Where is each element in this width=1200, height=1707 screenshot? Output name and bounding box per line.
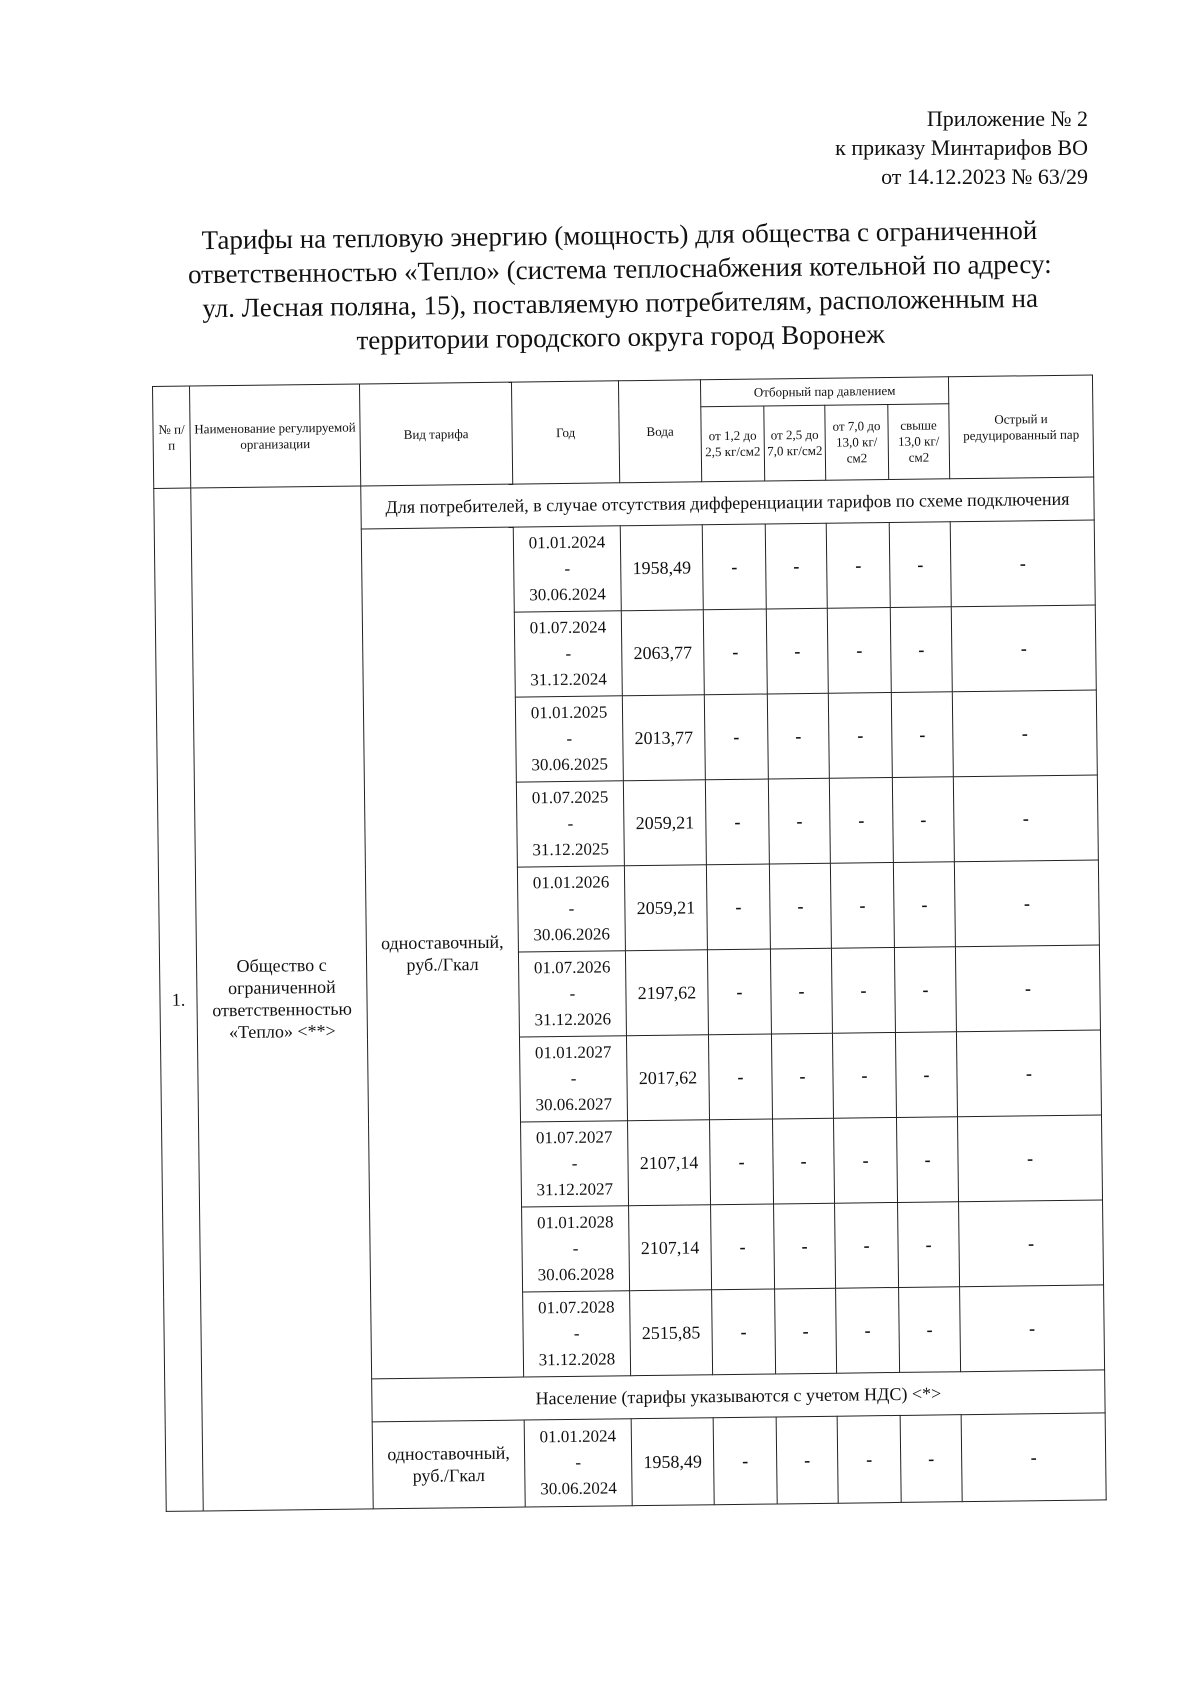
steam-1-value: - — [704, 694, 768, 780]
appendix-line-1: Приложение № 2 — [926, 106, 1088, 131]
header-sharp-steam: Острый и редуцированный пар — [948, 375, 1093, 479]
period-to: 30.06.2027 — [535, 1094, 613, 1115]
water-value: 1958,49 — [631, 1418, 714, 1506]
sharp-steam-value: - — [956, 1030, 1101, 1117]
period-from: 01.01.2028 — [536, 1212, 614, 1233]
period-from: 01.01.2024 — [539, 1426, 617, 1447]
period-cell — [522, 1206, 630, 1292]
steam-3-value: - — [826, 523, 890, 609]
header-steam-3: от 7,0 до 13,0 кг/см2 — [825, 405, 889, 481]
period-to: 30.06.2025 — [531, 754, 609, 775]
header-water: Вода — [618, 380, 701, 483]
period-sep: - — [567, 813, 574, 833]
period-cell — [513, 526, 621, 612]
period-to: 30.06.2026 — [533, 924, 611, 945]
steam-1-value: - — [708, 1034, 772, 1120]
steam-2-value: - — [765, 523, 827, 609]
steam-3-value: - — [829, 777, 893, 863]
water-value: 2107,14 — [628, 1120, 711, 1206]
section-1-label: Для потребителей, в случае отсутствия дифференциации тарифов по схеме подключения — [361, 477, 1094, 529]
title-line-1: Тарифы на тепловую энергию (мощность) для общества с ограниченной — [201, 214, 1038, 256]
steam-2-value: - — [773, 1118, 835, 1204]
steam-2-value: - — [769, 863, 831, 949]
steam-3-value: - — [833, 1117, 897, 1203]
sharp-steam-value: - — [955, 945, 1100, 1032]
period-to: 30.06.2028 — [537, 1264, 615, 1285]
document-title — [149, 212, 1091, 359]
period-cell — [524, 1419, 632, 1507]
header-steam-4: свыше 13,0 кг/см2 — [888, 404, 950, 480]
steam-4-value: - — [891, 692, 953, 778]
steam-1-value: - — [710, 1119, 774, 1205]
title-line-2: ответственностью «Тепло» (система теплоснабжения котельной по адресу: — [187, 248, 1052, 290]
steam-1-value: - — [711, 1204, 775, 1290]
header-steam-2: от 2,5 до 7,0 кг/см2 — [764, 405, 826, 481]
water-value: 2515,85 — [630, 1290, 713, 1376]
tariff-type-cell: одноставочный, руб./Гкал — [372, 1420, 525, 1509]
sharp-steam-value: - — [959, 1200, 1104, 1287]
steam-2-value: - — [768, 778, 830, 864]
header-steam-group: Отборный пар давлением — [700, 377, 948, 407]
steam-1-value: - — [706, 864, 770, 950]
appendix-block — [835, 104, 1088, 191]
title-line-4: территории городского округа город Воронеж — [356, 318, 885, 356]
organization-name: Общество с ограниченной ответственностью «Тепло» <**> — [191, 486, 373, 1511]
period-sep: - — [571, 1153, 578, 1173]
period-sep: - — [575, 1452, 582, 1472]
period-cell — [517, 866, 625, 952]
section-2-label: Население (тарифы указываются с учетом НДС) <*> — [372, 1370, 1105, 1422]
water-value: 2059,21 — [623, 780, 706, 866]
water-value: 2107,14 — [629, 1205, 712, 1291]
title-line-3: ул. Лесная поляна, 15), поставляемую потребителям, расположенным на — [202, 282, 1039, 324]
tariff-table — [152, 375, 1107, 1512]
period-sep: - — [566, 728, 573, 748]
period-cell — [518, 951, 626, 1037]
steam-1-value: - — [712, 1289, 776, 1375]
period-cell — [514, 611, 622, 697]
period-sep: - — [565, 643, 572, 663]
period-from: 01.07.2026 — [533, 957, 611, 978]
period-from: 01.01.2026 — [532, 872, 610, 893]
steam-4-value: - — [898, 1202, 960, 1288]
steam-3-value: - — [828, 692, 892, 778]
steam-4-value: - — [895, 1032, 957, 1118]
period-from: 01.07.2025 — [531, 787, 609, 808]
steam-4-value: - — [892, 777, 954, 863]
sharp-steam-value: - — [950, 520, 1095, 607]
row-number: 1. — [154, 488, 203, 1511]
steam-4-value: - — [900, 1415, 962, 1503]
period-to: 31.12.2026 — [534, 1009, 612, 1030]
period-from: 01.07.2028 — [537, 1297, 615, 1318]
steam-2-value: - — [774, 1203, 836, 1289]
steam-4-value: - — [890, 607, 952, 693]
period-to: 31.12.2025 — [532, 839, 610, 860]
steam-3-value: - — [832, 1032, 896, 1118]
header-num: № п/п — [153, 386, 191, 488]
steam-4-value: - — [896, 1117, 958, 1203]
sharp-steam-value: - — [953, 775, 1098, 862]
steam-1-value: - — [702, 524, 766, 610]
steam-1-value: - — [713, 1417, 777, 1505]
tariff-table-wrapper — [152, 375, 1106, 1512]
steam-3-value: - — [827, 607, 891, 693]
period-from: 01.01.2024 — [528, 532, 606, 553]
steam-1-value: - — [705, 779, 769, 865]
period-cell — [519, 1036, 627, 1122]
sharp-steam-value: - — [958, 1115, 1103, 1202]
steam-2-value: - — [775, 1288, 837, 1374]
period-from: 01.07.2024 — [529, 617, 607, 638]
period-from: 01.07.2027 — [535, 1127, 613, 1148]
water-value: 2063,77 — [621, 610, 704, 696]
header-tariff-type: Вид тарифа — [359, 382, 512, 486]
header-organization: Наименование регулируемой организации — [190, 384, 361, 488]
steam-3-value: - — [831, 947, 895, 1033]
steam-4-value: - — [894, 947, 956, 1033]
sharp-steam-value: - — [954, 860, 1099, 947]
steam-2-value: - — [776, 1416, 838, 1504]
steam-4-value: - — [889, 522, 951, 608]
appendix-line-2: к приказу Минтарифов ВО — [835, 135, 1088, 160]
sharp-steam-value: - — [960, 1285, 1105, 1372]
header-steam-1: от 1,2 до 2,5 кг/см2 — [701, 406, 765, 482]
period-sep: - — [569, 983, 576, 1003]
water-value: 2197,62 — [625, 950, 708, 1036]
steam-2-value: - — [770, 948, 832, 1034]
water-value: 1958,49 — [620, 525, 703, 611]
steam-2-value: - — [767, 693, 829, 779]
appendix-line-3: от 14.12.2023 № 63/29 — [881, 164, 1088, 189]
steam-3-value: - — [830, 862, 894, 948]
steam-3-value: - — [837, 1415, 901, 1503]
steam-2-value: - — [766, 608, 828, 694]
period-to: 30.06.2024 — [529, 584, 606, 605]
steam-4-value: - — [893, 862, 955, 948]
water-value: 2059,21 — [624, 865, 707, 951]
period-from: 01.01.2027 — [534, 1042, 612, 1063]
header-year: Год — [511, 381, 619, 484]
steam-1-value: - — [707, 949, 771, 1035]
sharp-steam-value: - — [961, 1413, 1106, 1502]
sharp-steam-value: - — [951, 605, 1096, 692]
steam-2-value: - — [771, 1033, 833, 1119]
period-sep: - — [570, 1068, 577, 1088]
period-sep: - — [573, 1323, 580, 1343]
sharp-steam-value: - — [952, 690, 1097, 777]
steam-1-value: - — [703, 609, 767, 695]
water-value: 2013,77 — [622, 695, 705, 781]
tariff-type-cell: одноставочный, руб./Гкал — [361, 527, 523, 1379]
water-value: 2017,62 — [626, 1035, 709, 1121]
period-sep: - — [568, 898, 575, 918]
steam-3-value: - — [835, 1202, 899, 1288]
period-sep: - — [564, 558, 571, 578]
period-to: 30.06.2024 — [540, 1478, 617, 1499]
period-to: 31.12.2024 — [530, 669, 607, 690]
steam-3-value: - — [836, 1287, 900, 1373]
period-cell — [515, 696, 623, 782]
period-sep: - — [572, 1238, 579, 1258]
period-to: 31.12.2028 — [538, 1349, 616, 1370]
period-cell — [516, 781, 624, 867]
period-cell — [523, 1291, 631, 1377]
period-from: 01.01.2025 — [530, 702, 608, 723]
period-cell — [521, 1121, 629, 1207]
steam-4-value: - — [899, 1287, 961, 1373]
period-to: 31.12.2027 — [536, 1179, 614, 1200]
